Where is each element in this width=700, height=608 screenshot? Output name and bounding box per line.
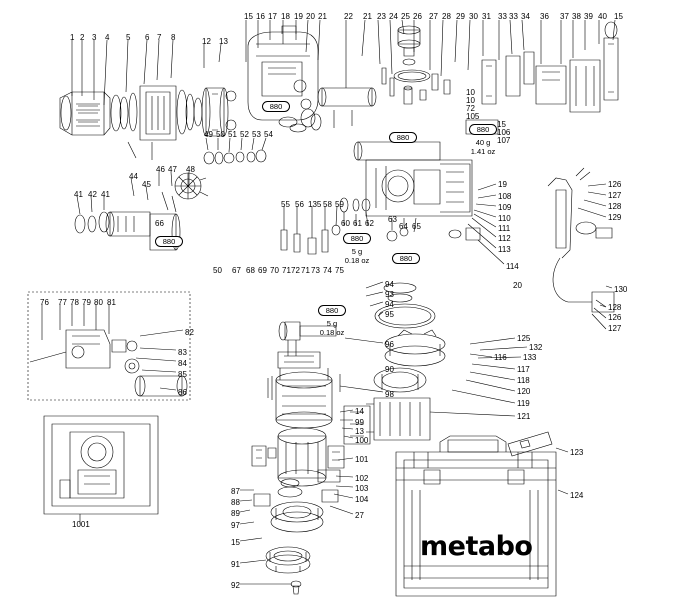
- callout-number: 46: [156, 165, 165, 174]
- callout-number: 114: [506, 262, 519, 271]
- callout-number: 50: [213, 266, 222, 275]
- callout-number: 13: [355, 427, 364, 436]
- callout-number: 3: [92, 33, 97, 42]
- callout-number: 128: [608, 202, 622, 211]
- callout-number: 42: [88, 190, 97, 199]
- callout-number: 102: [355, 474, 369, 483]
- callout-number: 49: [204, 130, 213, 139]
- callout-number: 66: [155, 219, 164, 228]
- callout-number: 27: [429, 12, 438, 21]
- callout-number: 94: [385, 280, 394, 289]
- callout-number: 16: [256, 12, 265, 21]
- callout-number: 1001: [72, 520, 90, 529]
- callout-number: 31: [482, 12, 491, 21]
- callout-number: 19: [498, 180, 507, 189]
- callout-number: 75: [335, 266, 344, 275]
- callout-number: 52: [240, 130, 249, 139]
- callout-number: 56: [295, 200, 304, 209]
- callout-number: 76: [40, 298, 49, 307]
- callout-number: 101: [355, 455, 369, 464]
- callout-number: 88: [231, 498, 240, 507]
- callout-number: 119: [517, 399, 530, 408]
- callout-number: 58: [323, 200, 332, 209]
- callout-number: 72: [291, 266, 300, 275]
- callout-number: 98: [385, 390, 394, 399]
- callout-number: 63: [388, 215, 397, 224]
- callout-number: 67: [232, 266, 241, 275]
- weight-label: 880: [343, 233, 371, 244]
- callout-number: 4: [105, 33, 110, 42]
- callout-number: 127: [608, 324, 622, 333]
- callout-number: 20: [306, 12, 315, 21]
- weight-value: 40 g 1.41 oz: [470, 138, 496, 156]
- callout-number: 64: [399, 222, 408, 231]
- callout-number: 80: [94, 298, 103, 307]
- callout-number: 129: [608, 213, 622, 222]
- callout-number: 105: [466, 112, 480, 121]
- callout-number: 125: [517, 334, 531, 343]
- callout-number: 15: [231, 538, 240, 547]
- callout-number: 132: [529, 343, 543, 352]
- callout-number: 123: [570, 448, 584, 457]
- callout-number: 65: [412, 222, 421, 231]
- callout-number: 7: [157, 33, 162, 42]
- callout-number: 77: [58, 298, 67, 307]
- metabo-logo: metabo: [420, 531, 533, 562]
- callout-number: 23: [377, 12, 386, 21]
- callout-number: 36: [540, 12, 549, 21]
- callout-number: 127: [608, 191, 622, 200]
- callout-number: 73: [311, 266, 320, 275]
- callout-number: 100: [355, 436, 369, 445]
- callout-number: 68: [246, 266, 255, 275]
- callout-number: 50: [216, 130, 225, 139]
- callout-number: 19: [294, 12, 303, 21]
- callout-number: 41: [101, 190, 110, 199]
- callout-number: 15: [497, 120, 506, 129]
- callout-number: 54: [264, 130, 273, 139]
- callout-number: 30: [469, 12, 478, 21]
- callout-number: 60: [341, 219, 350, 228]
- callout-number: 111: [498, 224, 511, 233]
- callout-number: 70: [270, 266, 279, 275]
- callout-number: 10: [466, 96, 475, 105]
- callout-number: 99: [355, 418, 364, 427]
- weight-label: 880: [392, 253, 420, 264]
- callout-number: 1: [70, 33, 75, 42]
- callout-number: 45: [142, 180, 151, 189]
- callout-number: 86: [178, 388, 187, 397]
- callout-number: 118: [517, 376, 530, 385]
- callout-number: 21: [318, 12, 327, 21]
- callout-number: 18: [281, 12, 290, 21]
- callout-number: 20: [513, 281, 522, 290]
- callout-number: 12: [202, 37, 211, 46]
- weight-label: 880: [389, 132, 417, 143]
- callout-number: 13: [219, 37, 228, 46]
- callout-number: 120: [517, 387, 531, 396]
- callout-number: 107: [497, 136, 511, 145]
- callout-number: 21: [363, 12, 372, 21]
- callout-number: 72: [466, 104, 475, 113]
- callout-number: 97: [231, 521, 240, 530]
- callout-number: 95: [385, 310, 394, 319]
- callout-number: 59: [335, 200, 344, 209]
- callout-number: 79: [82, 298, 91, 307]
- callout-number: 96: [385, 340, 394, 349]
- callout-number: 69: [258, 266, 267, 275]
- weight-label: 880: [318, 305, 346, 316]
- callout-number: 6: [145, 33, 150, 42]
- callout-number: 71: [282, 266, 291, 275]
- callout-number: 104: [355, 495, 369, 504]
- callout-number: 37: [560, 12, 569, 21]
- callout-number: 133: [523, 353, 537, 362]
- callout-number: 29: [456, 12, 465, 21]
- callout-number: 53: [252, 130, 261, 139]
- callout-number: 89: [231, 509, 240, 518]
- callout-number: 55: [281, 200, 290, 209]
- callout-number: 124: [570, 491, 584, 500]
- callout-number: 82: [185, 328, 194, 337]
- callout-number: 109: [498, 203, 512, 212]
- callout-number: 33: [509, 12, 518, 21]
- weight-value: 5 g 0.18 oz: [319, 319, 345, 337]
- callout-number: 17: [268, 12, 277, 21]
- callout-number: 44: [129, 172, 138, 181]
- callout-number: 91: [231, 560, 240, 569]
- callout-number: 2: [80, 33, 85, 42]
- weight-value: 5 g 0.18 oz: [344, 247, 370, 265]
- callout-number: 83: [178, 348, 187, 357]
- callout-number: 90: [385, 365, 394, 374]
- callout-number: 24: [389, 12, 398, 21]
- callout-number: 71: [301, 266, 310, 275]
- callout-number: 103: [355, 484, 369, 493]
- callout-number: 110: [498, 214, 511, 223]
- weight-label: 880: [469, 124, 497, 135]
- callout-number: 10: [466, 88, 475, 97]
- callout-number: 94: [385, 300, 394, 309]
- weight-label: 880: [262, 101, 290, 112]
- callout-number: 84: [178, 359, 187, 368]
- callout-number: 27: [355, 511, 364, 520]
- callout-number: 93: [385, 290, 394, 299]
- callout-number: 113: [498, 245, 511, 254]
- callout-number: 128: [608, 303, 622, 312]
- callout-number: 106: [497, 128, 511, 137]
- callout-number: 22: [344, 12, 353, 21]
- callout-number: 47: [168, 165, 177, 174]
- callout-number: 81: [107, 298, 116, 307]
- callout-number: 39: [584, 12, 593, 21]
- callout-number: 14: [355, 407, 364, 416]
- callout-number: 126: [608, 313, 622, 322]
- callout-number: 62: [365, 219, 374, 228]
- callout-number: 78: [70, 298, 79, 307]
- callout-number: 87: [231, 487, 240, 496]
- weight-label: 880: [155, 236, 183, 247]
- callout-number: 5: [126, 33, 131, 42]
- callout-number: 15: [244, 12, 253, 21]
- callout-number: 38: [572, 12, 581, 21]
- callout-number: 33: [498, 12, 507, 21]
- callout-number: 34: [521, 12, 530, 21]
- callout-number: 92: [231, 581, 240, 590]
- callout-number: 126: [608, 180, 622, 189]
- callout-number: 116: [494, 353, 507, 362]
- callout-number: 15: [614, 12, 623, 21]
- callout-number: 25: [401, 12, 410, 21]
- callout-number: 26: [413, 12, 422, 21]
- callout-number: 135: [308, 200, 322, 209]
- callout-number: 108: [498, 192, 512, 201]
- callout-number: 117: [517, 365, 530, 374]
- callout-number: 74: [323, 266, 332, 275]
- callout-number: 112: [498, 234, 511, 243]
- callout-number: 61: [353, 219, 362, 228]
- callout-number: 40: [598, 12, 607, 21]
- callout-number: 130: [614, 285, 628, 294]
- callout-number: 48: [186, 165, 195, 174]
- callout-number: 41: [74, 190, 83, 199]
- callout-number: 28: [442, 12, 451, 21]
- callout-number: 85: [178, 370, 187, 379]
- callout-number: 51: [228, 130, 237, 139]
- callout-number: 121: [517, 412, 531, 421]
- callout-number: 8: [171, 33, 176, 42]
